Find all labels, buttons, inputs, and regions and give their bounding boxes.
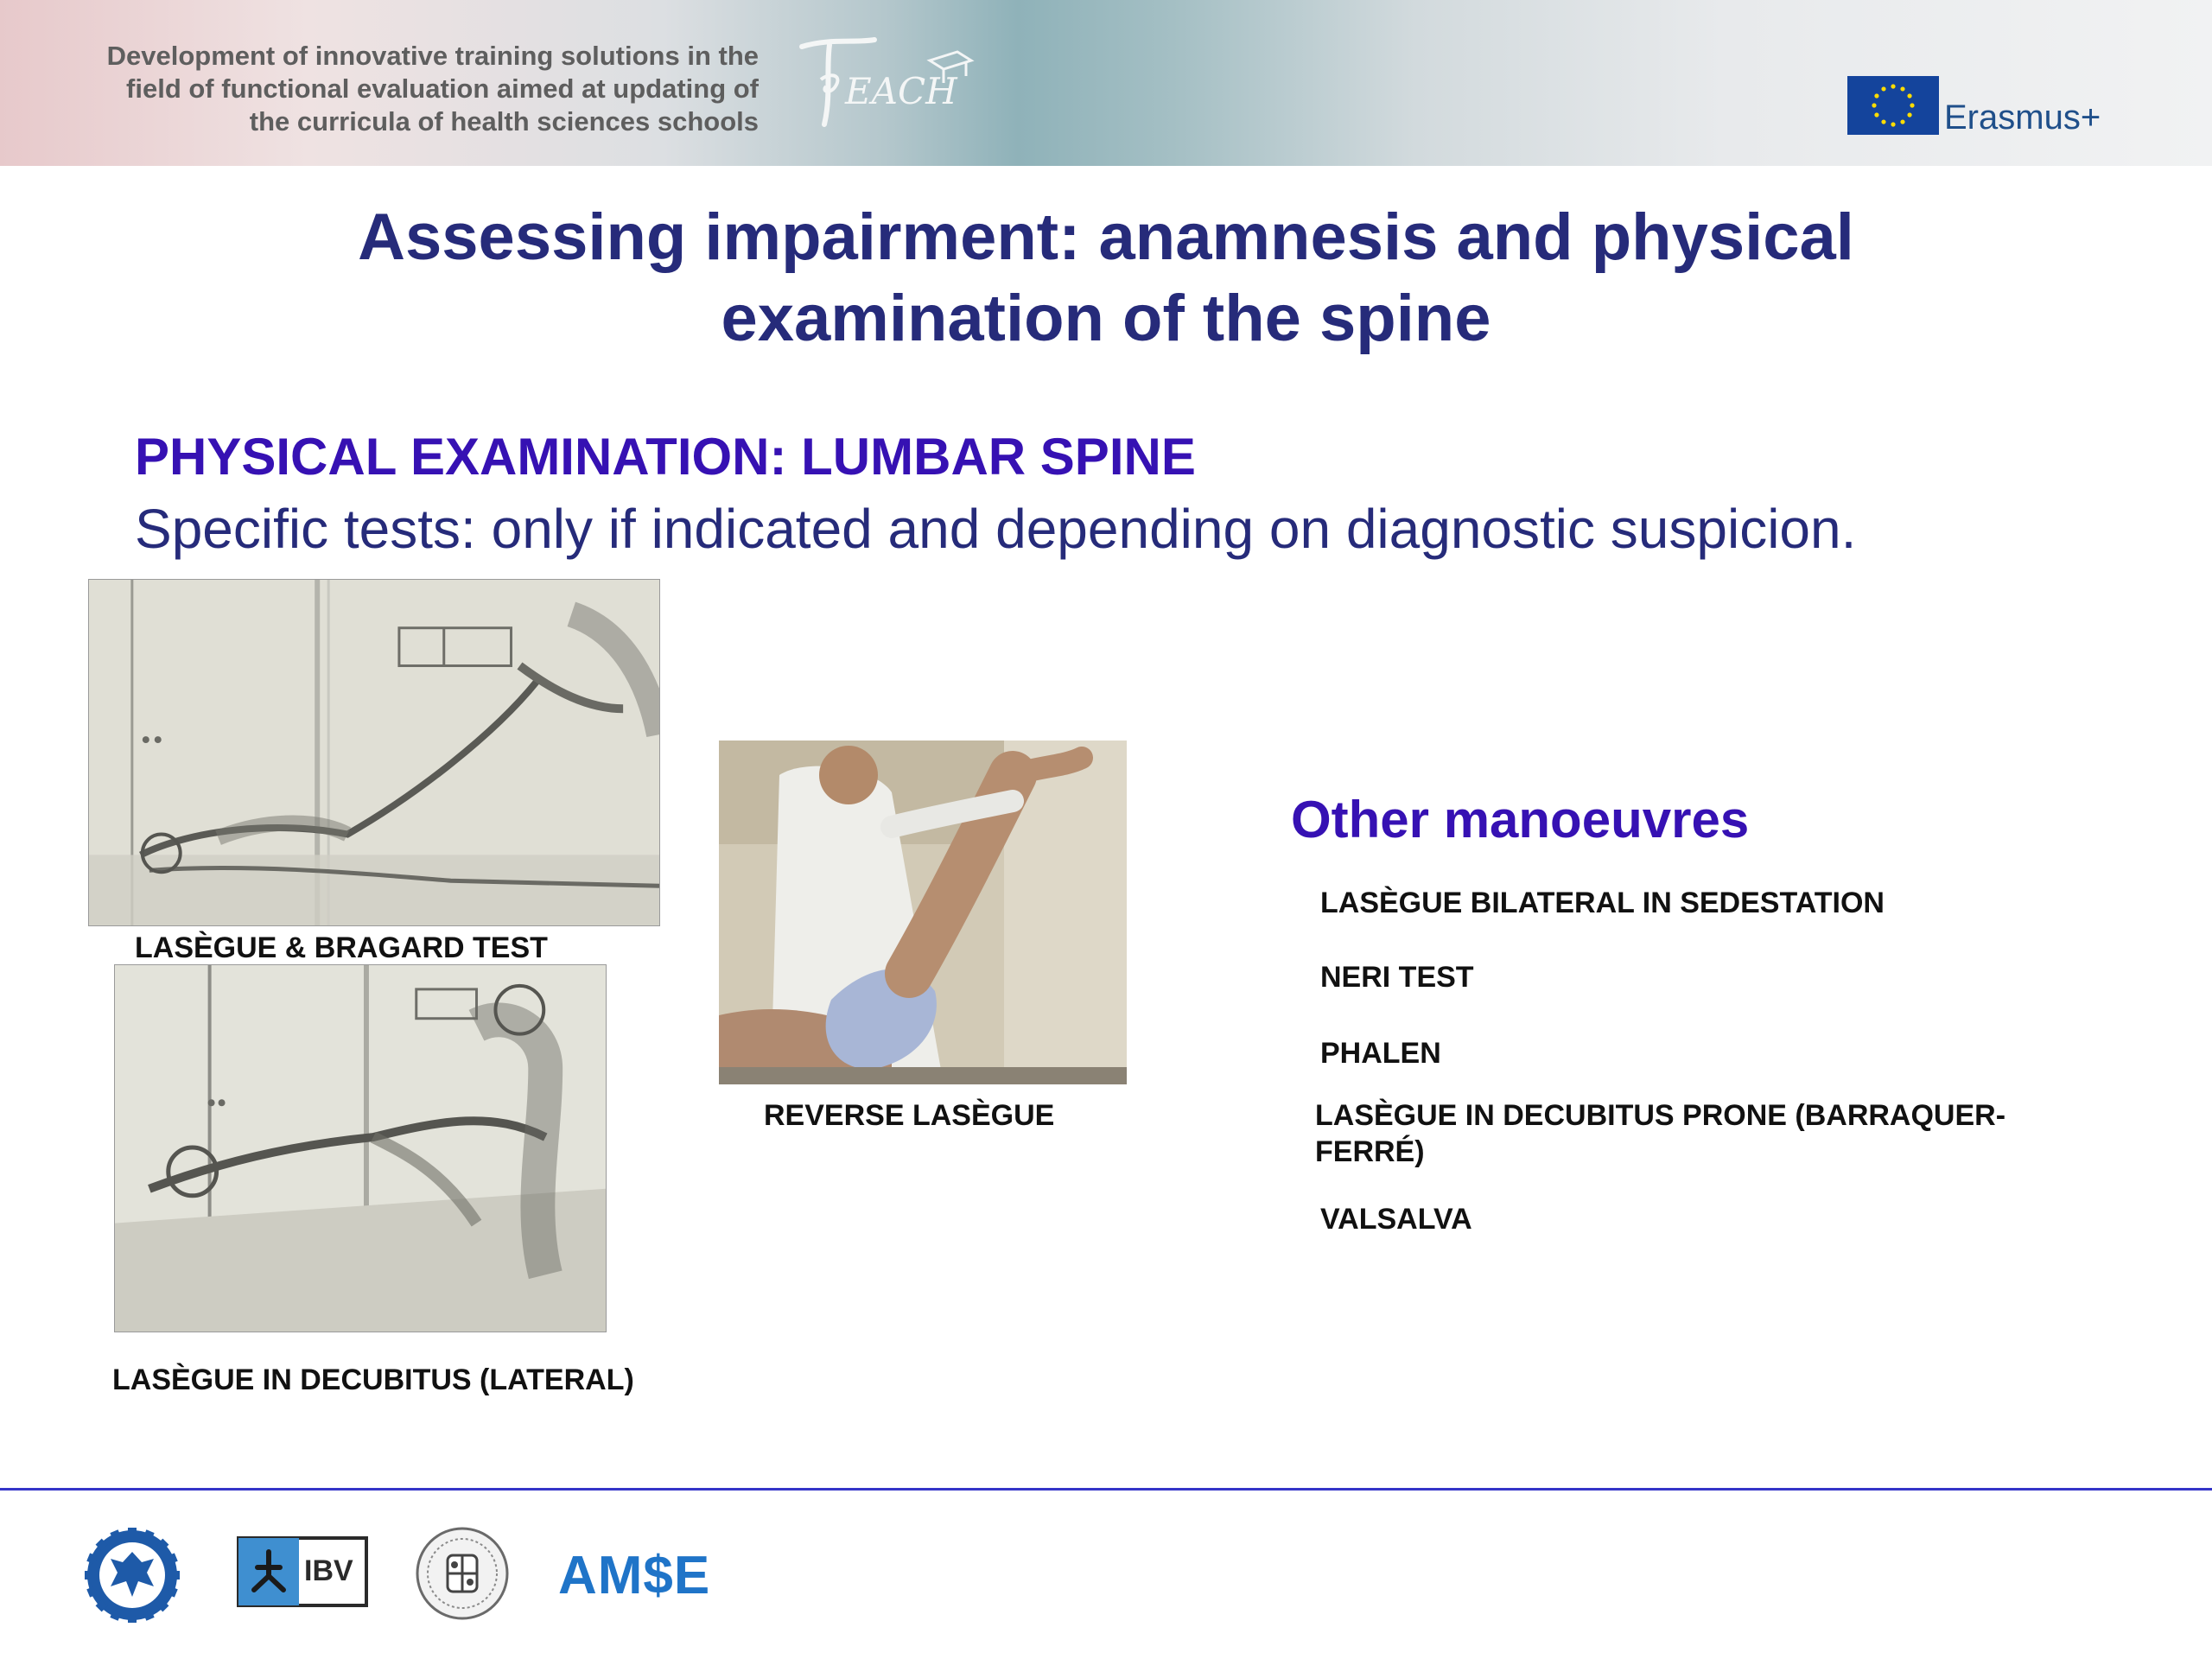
photo-caption: LASÈGUE & BRAGARD TEST (135, 931, 548, 964)
manoeuvre-item: VALSALVA (1320, 1203, 1472, 1236)
eu-star-icon (1874, 93, 1878, 98)
ibv-logo (237, 1536, 368, 1607)
ibv-logo-label: IBV (304, 1554, 353, 1587)
reverse-lasegue-photo (719, 741, 1127, 1084)
photo-caption: REVERSE LASÈGUE (764, 1099, 1055, 1132)
manoeuvre-item: PHALEN (1320, 1037, 1441, 1070)
slide-title-line: Assessing impairment: anamnesis and physical (358, 200, 1854, 274)
eu-star-icon (1891, 84, 1895, 88)
teach-logo (795, 35, 976, 138)
patient-leg-raise-photo (88, 579, 660, 926)
eu-flag-icon (1847, 76, 1939, 135)
project-description-line: the curricula of health sciences schools (249, 106, 759, 137)
gear-tooth-icon (171, 1571, 180, 1580)
teach-logo-icon (795, 35, 976, 138)
manoeuvre-item: NERI TEST (1320, 961, 1474, 994)
amse-logo-label: AM$E (558, 1546, 711, 1605)
section-subtitle: Specific tests: only if indicated and depending on diagnostic suspicion. (135, 498, 1857, 560)
gear-tooth-icon (128, 1528, 137, 1536)
project-description (0, 40, 759, 138)
manoeuvre-item: LASÈGUE BILATERAL IN SEDESTATION (1320, 887, 1885, 919)
patient-lateral-decubitus-photo (114, 964, 607, 1332)
eu-star-icon (1907, 93, 1911, 98)
eu-star-icon (1910, 103, 1914, 107)
eu-star-icon (1907, 112, 1911, 117)
eu-star-icon (1900, 86, 1904, 91)
photo-caption: LASÈGUE IN DECUBITUS (LATERAL) (112, 1363, 634, 1396)
eu-star-icon (1900, 119, 1904, 124)
other-manoeuvres-heading: Other manoeuvres (1291, 791, 1750, 849)
eu-star-icon (1891, 122, 1895, 126)
manoeuvre-item: LASÈGUE IN DECUBITUS PRONE (BARRAQUER-FERRÉ) (1315, 1099, 2006, 1168)
slide-title (0, 197, 2212, 359)
eu-star-icon (1881, 119, 1885, 124)
university-seal-logo (415, 1526, 510, 1621)
amse-logo (558, 1541, 731, 1611)
university-crest-logo (85, 1528, 180, 1623)
project-description-line: field of functional evaluation aimed at updating of (126, 73, 759, 104)
gear-tooth-icon (85, 1571, 93, 1580)
header-banner (0, 0, 2212, 166)
gear-tooth-icon (128, 1614, 137, 1623)
project-description-line: Development of innovative training solutions in the (106, 41, 759, 71)
section-heading: PHYSICAL EXAMINATION: LUMBAR SPINE (135, 428, 1196, 486)
slide-title-line: examination of the spine (721, 282, 1491, 355)
eu-star-icon (1874, 112, 1878, 117)
svg-text:EACH: EACH (845, 70, 957, 112)
erasmus-plus-logo: Erasmus+ (1944, 99, 2101, 137)
footer-divider (0, 1488, 2212, 1491)
eu-star-icon (1872, 103, 1876, 107)
eu-star-icon (1881, 86, 1885, 91)
